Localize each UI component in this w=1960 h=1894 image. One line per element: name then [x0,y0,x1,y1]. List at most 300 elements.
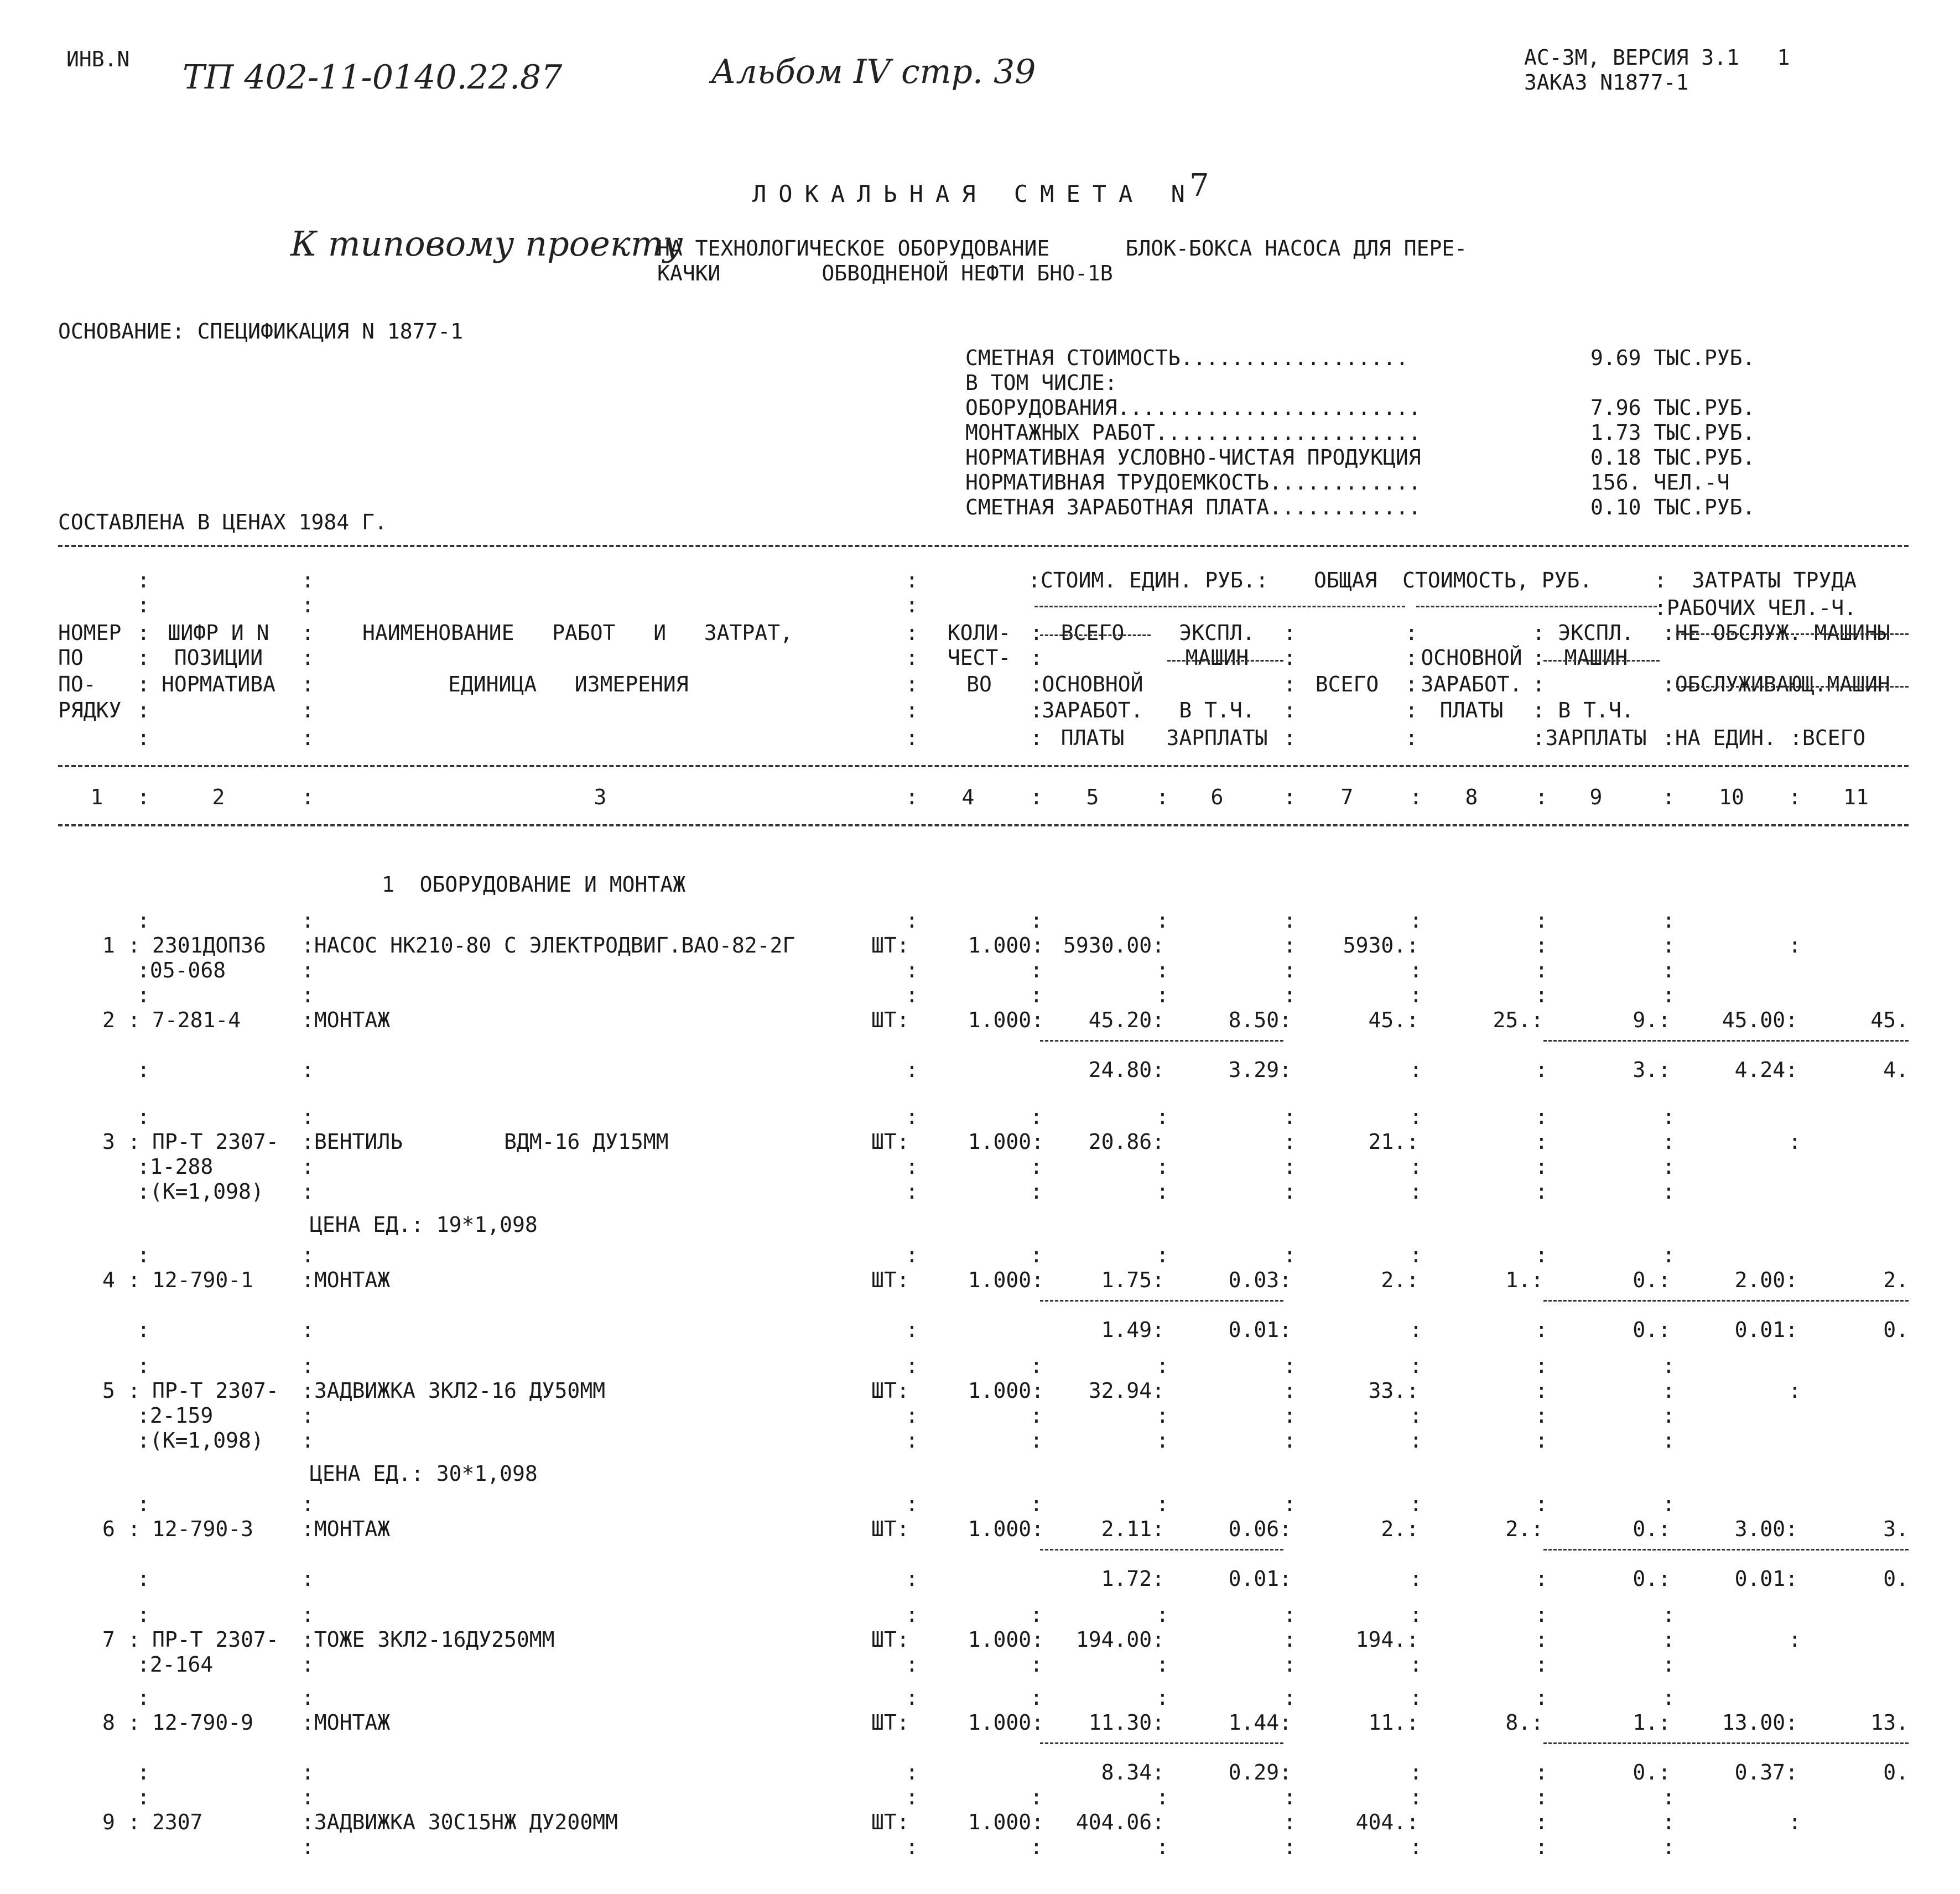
row-colon: : [1410,1154,1422,1179]
row-spacer-colon: : [1030,1602,1043,1627]
row-unit: ШТ: [871,933,909,958]
handwritten-typical-project-note: К типовому проекту [290,223,683,264]
row-spacer-colon: : [906,1243,918,1267]
column-number-colon: : [1156,785,1169,809]
row-col9-wage: 3.: [1633,1058,1671,1082]
row-name: :ЗАДВИЖКА 30С15НЖ ДУ200ММ [301,1810,618,1834]
row-colon: : [1410,1567,1422,1591]
row-c11: 45. [1870,1008,1909,1032]
header-col5-label: ПЛАТЫ [1060,726,1125,750]
header-code-label: ПОЗИЦИИ [174,646,263,670]
row-colon: : [1662,933,1675,958]
row-col11-wage: 0. [1883,1318,1909,1342]
header-colon: : [301,621,314,645]
row-colon: : [1662,1179,1675,1204]
row-col6-wage: 3.29: [1228,1058,1292,1082]
row-colon: : [1535,1652,1548,1677]
row-spacer-colon: : [1156,1492,1169,1516]
row-colon: : [1283,1403,1296,1428]
row-code: ПР-Т 2307- [152,1130,279,1154]
row-spacer-colon: : [301,1492,314,1516]
prices-year-line: СОСТАВЛЕНА В ЦЕНАХ 1984 Г. [58,510,387,534]
row-unit: ШТ: [871,1810,909,1834]
row-c11: 13. [1870,1710,1909,1735]
header-colon: : [1030,726,1043,750]
row-spacer-colon: : [1535,908,1548,933]
row-spacer-colon: : [301,1602,314,1627]
row-spacer-colon: : [1156,1685,1169,1710]
row-colon: : [1030,1835,1043,1859]
row-spacer-colon: : [1662,1243,1675,1267]
row-c5: 404.06: [1075,1810,1164,1834]
row-c7: 194.: [1355,1627,1419,1652]
row-colon: : [1410,1760,1422,1784]
row-colon: : [1283,1810,1296,1834]
row-c5: 1.75: [1101,1268,1164,1292]
row-code: :2-164 [137,1652,214,1677]
row-colon: : [1030,958,1043,982]
header-colon: : [1532,726,1545,750]
header-quantity-label: ЧЕСТ- [947,646,1011,670]
header-col5-label: ОСНОВНОЙ [1042,672,1143,696]
header-colon: : [1030,698,1043,722]
summary-value: 7.96 ТЫС.РУБ. [1590,396,1755,420]
row-quantity: 1.000: [968,1627,1044,1652]
row-code: 2307 [152,1810,203,1834]
header-colon: : [906,698,918,722]
header-colon: : [906,593,918,617]
row-spacer-colon: : [1030,1105,1043,1129]
header-colon: : [1283,698,1296,722]
row-subrule [1040,1040,1283,1042]
column-number-colon: : [1410,785,1422,809]
row-colon: : [1789,1810,1801,1834]
header-colon: : [301,672,314,696]
row-c7: 2.: [1381,1517,1419,1541]
row-spacer-colon: : [301,1105,314,1129]
row-c5: 11.30: [1088,1710,1164,1735]
header-top-rule [58,545,1909,547]
row-c6: 0.06: [1228,1517,1292,1541]
summary-label: НОРМАТИВНАЯ УСЛОВНО-ЧИСТАЯ ПРОДУКЦИЯ [965,445,1421,470]
header-col6-label: В Т.Ч. [1179,698,1255,722]
header-colon: : [1283,672,1296,696]
summary-label: СМЕТНАЯ СТОИМОСТЬ.................. [965,346,1408,370]
handwritten-album-page: Альбом IV стр. 39 [711,53,1036,91]
header-colon: : [906,726,918,750]
header-col7-label: ВСЕГО [1315,672,1379,696]
row-spacer-colon: : [906,908,918,933]
row-c8: 25.: [1493,1008,1543,1032]
row-spacer-colon: : [1662,1785,1675,1809]
row-colon: : [1535,1130,1548,1154]
row-name: :ЗАДВИЖКА ЗКЛ2-16 ДУ50ММ [301,1378,606,1403]
header-colon: : [301,593,314,617]
row-colon: : [1789,1378,1801,1403]
row-number: 6 : [102,1517,141,1541]
header-colon: : [137,593,150,617]
row-spacer-colon: : [1410,1685,1422,1710]
row-c7: 2.: [1381,1268,1419,1292]
summary-label: МОНТАЖНЫХ РАБОТ..................... [965,420,1421,445]
row-colon: : [1410,1179,1422,1204]
row-quantity: 1.000: [968,1008,1044,1032]
row-name: :МОНТАЖ [301,1517,391,1541]
header-code-label: НОРМАТИВА [162,672,275,696]
row-code: ПР-Т 2307- [152,1627,279,1652]
row-spacer-colon: : [137,983,150,1007]
row-number: 3 : [102,1130,141,1154]
header-total-rule [1416,606,1657,607]
row-spacer-colon: : [1283,1354,1296,1378]
header-col9-label: ЗАРПЛАТЫ [1545,726,1647,750]
row-number: 1 : [102,933,141,958]
row-spacer-colon: : [906,1602,918,1627]
order-number: ЗАКАЗ N1877-1 [1524,70,1689,95]
row-spacer-colon: : [1283,1105,1296,1129]
header-colon: : [301,568,314,592]
header-labor-group-2: :РАБОЧИХ ЧЕЛ.-Ч. [1654,596,1857,620]
header-colon: : [906,646,918,670]
header-labor-group-1: : ЗАТРАТЫ ТРУДА [1654,568,1857,592]
row-col9-wage: 0.: [1633,1318,1671,1342]
row-spacer-colon: : [1662,908,1675,933]
row-c7: 404.: [1355,1810,1419,1834]
row-colon: : [1535,1810,1548,1834]
row-spacer-colon: : [1030,908,1043,933]
header-col10-not-served: :НЕ ОБСЛУЖ. МАШИНЫ [1662,621,1890,645]
row-c7: 5930.: [1343,933,1419,958]
row-code: :1-288 [137,1154,214,1179]
row-col10-wage: 0.01: [1734,1567,1798,1591]
row-colon: : [1535,1428,1548,1453]
column-number-colon: : [137,785,150,809]
header-colon: : [1030,621,1043,645]
row-colon: : [1156,1154,1169,1179]
header-colon: : [137,646,150,670]
row-spacer-colon: : [906,983,918,1007]
row-colon: : [1662,1378,1675,1403]
row-c5: 2.11: [1101,1517,1164,1541]
header-col8-label: ПЛАТЫ [1439,698,1504,722]
row-spacer-colon: : [1535,1602,1548,1627]
header-number-label: ПО [58,646,84,670]
row-spacer-colon: : [1283,908,1296,933]
row-colon: : [1789,933,1801,958]
row-col10-wage: 0.37: [1734,1760,1798,1784]
row-c9: 1.: [1633,1710,1671,1735]
row-colon: : [906,1318,918,1342]
row-spacer-colon: : [1030,1685,1043,1710]
row-unit: ШТ: [871,1378,909,1403]
row-colon: : [1535,1627,1548,1652]
row-colon: : [1535,1403,1548,1428]
row-colon: : [906,1652,918,1677]
row-col6-wage: 0.01: [1228,1567,1292,1591]
header-colon: : [1532,621,1545,645]
row-spacer-colon: : [1030,1243,1043,1267]
handwritten-project-code: ТП 402-11-0140.22.87 [183,58,563,97]
row-col5-wage: 1.72: [1101,1567,1164,1591]
row-spacer-colon: : [1156,1602,1169,1627]
row-colon: : [1662,958,1675,982]
column-number: 10 [1719,785,1744,809]
header-col9-rule [1543,660,1660,662]
row-colon: : [1030,1403,1043,1428]
row-spacer-colon: : [1662,1685,1675,1710]
row-name: :МОНТАЖ [301,1710,391,1735]
row-code: 2301ДОП36 [152,933,266,958]
row-colon: : [1535,933,1548,958]
summary-value: 9.69 ТЫС.РУБ. [1590,346,1755,370]
row-col10-wage: 4.24: [1734,1058,1798,1082]
header-number-label: ПО- [58,672,96,696]
row-c9: 0.: [1633,1517,1671,1541]
row-spacer-colon: : [137,1602,150,1627]
row-col6-wage: 0.29: [1228,1760,1292,1784]
row-col9-wage: 0.: [1633,1760,1671,1784]
row-colon: : [1662,1154,1675,1179]
row-colon: : [906,1058,918,1082]
row-spacer-colon: : [137,1105,150,1129]
row-spacer-colon: : [301,908,314,933]
row-colon: : [1535,1378,1548,1403]
row-colon: : [1535,1058,1548,1082]
row-col11-wage: 0. [1883,1567,1909,1591]
row-c11: 3. [1883,1517,1909,1541]
row-colon: : [1283,933,1296,958]
column-number-colon: : [301,785,314,809]
row-colon: : [137,1567,150,1591]
header-col9-label: ЭКСПЛ. [1558,621,1634,645]
row-c10: 13.00: [1722,1710,1798,1735]
row-number: 5 : [102,1378,141,1403]
header-col11-label: :ВСЕГО [1790,726,1866,750]
row-colon: : [1789,1130,1801,1154]
header-colon: : [1283,621,1296,645]
row-spacer-colon: : [906,1492,918,1516]
header-unit-label: ЕДИНИЦА ИЗМЕРЕНИЯ [448,672,689,696]
inventory-number-label: ИНВ.N [66,47,130,71]
column-number-colon: : [1030,785,1043,809]
row-colon: : [1283,1154,1296,1179]
row-spacer-colon: : [1535,1785,1548,1809]
row-spacer-colon: : [906,1354,918,1378]
header-colon: : [1283,726,1296,750]
row-colon: : [1030,1652,1043,1677]
row-name: :МОНТАЖ [301,1008,391,1032]
summary-value: 1.73 ТЫС.РУБ. [1590,420,1755,445]
row-unit: ШТ: [871,1710,909,1735]
row-col6-wage: 0.01: [1228,1318,1292,1342]
column-number-colon: : [1662,785,1675,809]
column-number-colon: : [1535,785,1548,809]
row-colon: : [1283,1179,1296,1204]
row-c6: 0.03: [1228,1268,1292,1292]
row-unit: ШТ: [871,1268,909,1292]
header-col10-rule-b [1676,686,1909,688]
row-colon: : [1030,1154,1043,1179]
row-colon: : [1283,1130,1296,1154]
row-colon: : [301,1179,314,1204]
row-colon: : [1410,958,1422,982]
subtitle-line-2: КАЧКИ ОБВОДНЕНОЙ НЕФТИ БНО-1В [657,261,1113,285]
row-colon: : [1535,1760,1548,1784]
column-number: 9 [1589,785,1603,809]
row-name: :НАСОС НК210-80 С ЭЛЕКТРОДВИГ.ВАО-82-2Г [301,933,796,958]
row-colon: : [1156,958,1169,982]
row-c5: 5930.00: [1063,933,1164,958]
row-spacer-colon: : [1030,1785,1043,1809]
header-quantity-label: ВО [966,672,992,696]
row-subrule [1543,1040,1909,1042]
header-col5-label: ВСЕГО [1060,621,1125,645]
row-c7: 21.: [1368,1130,1419,1154]
row-spacer-colon: : [1283,983,1296,1007]
row-c11: 2. [1883,1268,1909,1292]
column-number: 1 [90,785,103,809]
header-colon: : [1405,621,1418,645]
row-c10: 3.00: [1734,1517,1798,1541]
row-c5: 32.94: [1088,1378,1164,1403]
row-spacer-colon: : [1030,1492,1043,1516]
row-spacer-colon: : [1156,908,1169,933]
header-code-label: ШИФР И N [168,621,269,645]
row-colon: : [1410,1428,1422,1453]
header-colon: : [1030,672,1043,696]
row-c5: 194.00: [1075,1627,1164,1652]
row-c8: 1.: [1505,1268,1543,1292]
header-colon: : [1532,672,1545,696]
row-spacer-colon: : [1410,1354,1422,1378]
row-subrule [1040,1742,1283,1744]
row-quantity: 1.000: [968,1517,1044,1541]
header-colon: : [1405,698,1418,722]
header-number-label: РЯДКУ [58,698,122,722]
row-colon: : [906,958,918,982]
row-name: :ТОЖЕ ЗКЛ2-16ДУ250ММ [301,1627,555,1652]
row-col11-wage: 0. [1883,1760,1909,1784]
row-spacer-colon: : [1535,1243,1548,1267]
program-version: АС-3М, ВЕРСИЯ 3.1 1 [1524,45,1790,70]
row-colon: : [906,1760,918,1784]
row-spacer-colon: : [1156,1105,1169,1129]
row-c10: 45.00: [1722,1008,1798,1032]
header-colon: : [1405,672,1418,696]
row-colon: : [137,1760,150,1784]
column-number-colon: : [1283,785,1296,809]
header-colon: : [906,568,918,592]
row-c8: 2.: [1505,1517,1543,1541]
row-colon: : [1662,1835,1675,1859]
row-col9-wage: 0.: [1633,1567,1671,1591]
column-number-colon: : [1789,785,1801,809]
row-c5: 45.20: [1088,1008,1164,1032]
row-col11-wage: 4. [1883,1058,1909,1082]
row-spacer-colon: : [1283,1492,1296,1516]
row-spacer-colon: : [1662,1492,1675,1516]
row-spacer-colon: : [1410,1243,1422,1267]
row-spacer-colon: : [1662,1354,1675,1378]
section-title: 1 ОБОРУДОВАНИЕ И МОНТАЖ [382,872,686,897]
row-c9: 0.: [1633,1268,1671,1292]
row-spacer-colon: : [1156,1785,1169,1809]
row-spacer-colon: : [1283,1685,1296,1710]
header-col5-rule [1040,634,1151,636]
header-name-label: НАИМЕНОВАНИЕ РАБОТ И ЗАТРАТ, [362,621,793,645]
row-spacer-colon: : [301,983,314,1007]
row-colon: : [301,1835,314,1859]
row-colon: : [1662,1810,1675,1834]
row-subrule [1040,1549,1283,1550]
summary-value: 0.18 ТЫС.РУБ. [1590,445,1755,470]
row-colon: : [1283,1652,1296,1677]
row-spacer-colon: : [906,1105,918,1129]
row-colon: : [1662,1130,1675,1154]
row-spacer-colon: : [137,908,150,933]
row-spacer-colon: : [137,1785,150,1809]
row-subrule [1543,1300,1909,1302]
basis-line: ОСНОВАНИЕ: СПЕЦИФИКАЦИЯ N 1877-1 [58,319,464,344]
row-c6: 1.44: [1228,1710,1292,1735]
row-colon: : [301,1058,314,1082]
header-col10-per-unit: :НА ЕДИН. [1662,726,1776,750]
header-colon: : [301,698,314,722]
row-spacer-colon: : [1283,1243,1296,1267]
column-number: 3 [594,785,607,809]
row-code: 12-790-3 [152,1517,254,1541]
row-subrule [1543,1549,1909,1550]
row-subrule [1040,1300,1283,1302]
row-colon: : [906,1403,918,1428]
row-spacer-colon: : [1410,908,1422,933]
row-spacer-colon: : [1156,983,1169,1007]
row-col5-wage: 1.49: [1101,1318,1164,1342]
row-spacer-colon: : [906,1685,918,1710]
row-spacer-colon: : [1535,1492,1548,1516]
row-colon: : [1410,1835,1422,1859]
header-col6-label: МАШИН [1185,646,1249,670]
row-quantity: 1.000: [968,1710,1044,1735]
row-colon: : [1535,1318,1548,1342]
row-colon: : [301,958,314,982]
summary-label: НОРМАТИВНАЯ ТРУДОЕМКОСТЬ............ [965,470,1421,495]
row-spacer-colon: : [301,1354,314,1378]
row-spacer-colon: : [1410,1492,1422,1516]
row-spacer-colon: : [906,1785,918,1809]
row-colon: : [906,1835,918,1859]
row-colon: : [1410,1318,1422,1342]
row-spacer-colon: : [1535,1685,1548,1710]
row-spacer-colon: : [137,1685,150,1710]
row-colon: : [906,1179,918,1204]
row-unit: ШТ: [871,1008,909,1032]
row-colon: : [1030,1428,1043,1453]
row-name: :МОНТАЖ [301,1268,391,1292]
row-code: ПР-Т 2307- [152,1378,279,1403]
row-number: 8 : [102,1710,141,1735]
header-colon: : [1532,646,1545,670]
header-bottom-rule [58,824,1909,826]
row-spacer-colon: : [1410,1785,1422,1809]
row-colon: : [301,1567,314,1591]
header-colon: : [301,646,314,670]
row-colon: : [301,1428,314,1453]
row-c7: 45.: [1368,1008,1419,1032]
row-spacer-colon: : [301,1243,314,1267]
row-spacer-colon: : [1030,1354,1043,1378]
row-name: :ВЕНТИЛЬ ВДМ-16 ДУ15ММ [301,1130,669,1154]
